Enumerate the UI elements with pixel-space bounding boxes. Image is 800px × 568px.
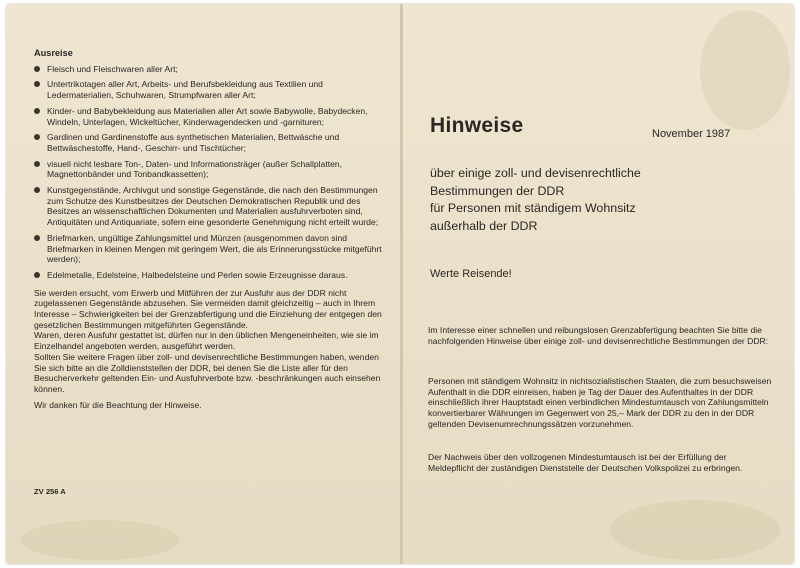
center-fold: [400, 4, 403, 564]
thanks-text: Wir danken für die Beachtung der Hinweise.: [34, 399, 202, 410]
list-item: visuell nicht lesbare Ton-, Daten- und Informationsträger (außer Schallplatten, Magnettonbänder und Tonbandkassetten);: [34, 159, 386, 180]
bullet-icon: [34, 134, 40, 140]
list-item: Gardinen und Gardinenstoffe aus synthetischen Materialien, Bettwäsche und Bettwäschestoffe, Hand-, Geschirr- und Tischtücher;: [34, 132, 386, 153]
subtitle-line: außerhalb der DDR: [430, 218, 538, 233]
bullet-icon: [34, 81, 40, 87]
intro-paragraph: Im Interesse einer schnellen und reibungslosen Grenzabfertigung beachten Sie bitte die nachfolgenden Hinweise über einige zoll- und devisenrechtliche Bestimmungen der DDR:: [428, 325, 769, 346]
bullet-icon: [34, 187, 40, 193]
greeting: Werte Reisende!: [430, 268, 512, 280]
left-page: [34, 48, 386, 410]
paper-stain: [610, 500, 780, 560]
bullet-icon: [34, 66, 40, 72]
list-item: Kunstgegenstände, Archivgut und sonstige Gegenstände, die nach den Bestimmungen zum Schutze des Kunstbesitzes der Deutschen Demokratischen Republik und des Besitzes an wissenschaftlichen Dokumenten und Materialien ausfuhrverboten sind, Antiquitäten und Antiquariate, sofern eine gesonderte Genehmigung nicht erteilt wurde;: [34, 185, 386, 228]
bullet-icon: [34, 161, 40, 167]
bullet-icon: [34, 272, 40, 278]
list-item: Untertrikotagen aller Art, Arbeits- und Berufsbekleidung aus Textilien und Ledermaterialien, Schuhwaren, Strumpfwaren aller Art;: [34, 79, 386, 100]
list-item: Fleisch und Fleischwaren aller Art;: [34, 64, 386, 75]
issue-date: November 1987: [652, 128, 731, 140]
bullet-icon: [34, 235, 40, 241]
subtitle-line: für Personen mit ständigem Wohnsitz: [430, 201, 636, 216]
subtitle: [430, 165, 770, 235]
notice-paragraph: Sie werden ersucht, vom Erwerb und Mitführen der zur Ausfuhr aus der DDR nicht zugelassenen Gegenstände abzusehen. Sie vermeiden damit gleichzeitig – auch in Ihrem Interesse – Schwierigkeiten bei der Grenzabfertigung und die Einziehung der entgegen den gesetzlichen Bestimmungen mitgeführten Gegenstände.: [34, 287, 382, 330]
page-title: Hinweise: [430, 114, 524, 137]
section-heading: Ausreise: [34, 48, 73, 58]
subtitle-line: über einige zoll- und devisenrechtliche: [430, 166, 641, 180]
form-code: ZV 256 A: [34, 487, 66, 496]
paper-stain: [700, 10, 790, 130]
notice-paragraph: Sollten Sie weitere Fragen über zoll- und devisenrechtliche Bestimmungen haben, wenden Sie sich bitte an die Zolldienststellen der DDR, bei denen Sie die Liste aller für den Besucherverkehr geltenden Ein- und Ausfuhrverbote bzw. -beschränkungen auch einsehen können.: [34, 351, 381, 394]
list-item: Kinder- und Babybekleidung aus Materialien aller Art sowie Babywolle, Babydecken, Windeln, Unterlagen, Wickeltücher, Kinderwagendecken und -garnituren;: [34, 106, 386, 127]
notice-paragraphs: [34, 288, 386, 395]
bullet-icon: [34, 108, 40, 114]
list-item: Briefmarken, ungültige Zahlungsmittel und Münzen (ausgenommen davon sind Briefmarken in kleinen Mengen mit geringem Wert, die als Erinnerungsstücke mitgeführt werden);: [34, 233, 386, 265]
paper-stain: [20, 520, 180, 560]
proof-paragraph: Der Nachweis über den vollzogenen Mindestumtausch ist bei der Erfüllung der Meldepflicht der zuständigen Dienststelle der Deutschen Volkspolizei zu erbringen.: [428, 452, 743, 473]
subtitle-line: Bestimmungen der DDR: [430, 183, 565, 198]
notice-paragraph: Waren, deren Ausfuhr gestattet ist, dürfen nur in den üblichen Mengeneinheiten, wie sie im Einzelhandel angeboten werden, ausgeführt werden.: [34, 330, 379, 352]
exchange-paragraph: Personen mit ständigem Wohnsitz in nichtsozialistischen Staaten, die zum besuchsweisen Aufenthalt in die DDR einreisen, haben je Tag der Dauer des Aufenthaltes in der DDR einschließlich ihrer Hauptstadt einen verbindlichen Mindestumtausch von Zahlungsmitteln konvertierbarer Währungen im Gegenwert von 25,– Mark der DDR zu den in der DDR geltenden Devisenumrechnungssätzen vorzunehmen.: [428, 376, 772, 429]
list-item: Edelmetalle, Edelsteine, Halbedelsteine und Perlen sowie Erzeugnisse daraus.: [34, 270, 386, 281]
